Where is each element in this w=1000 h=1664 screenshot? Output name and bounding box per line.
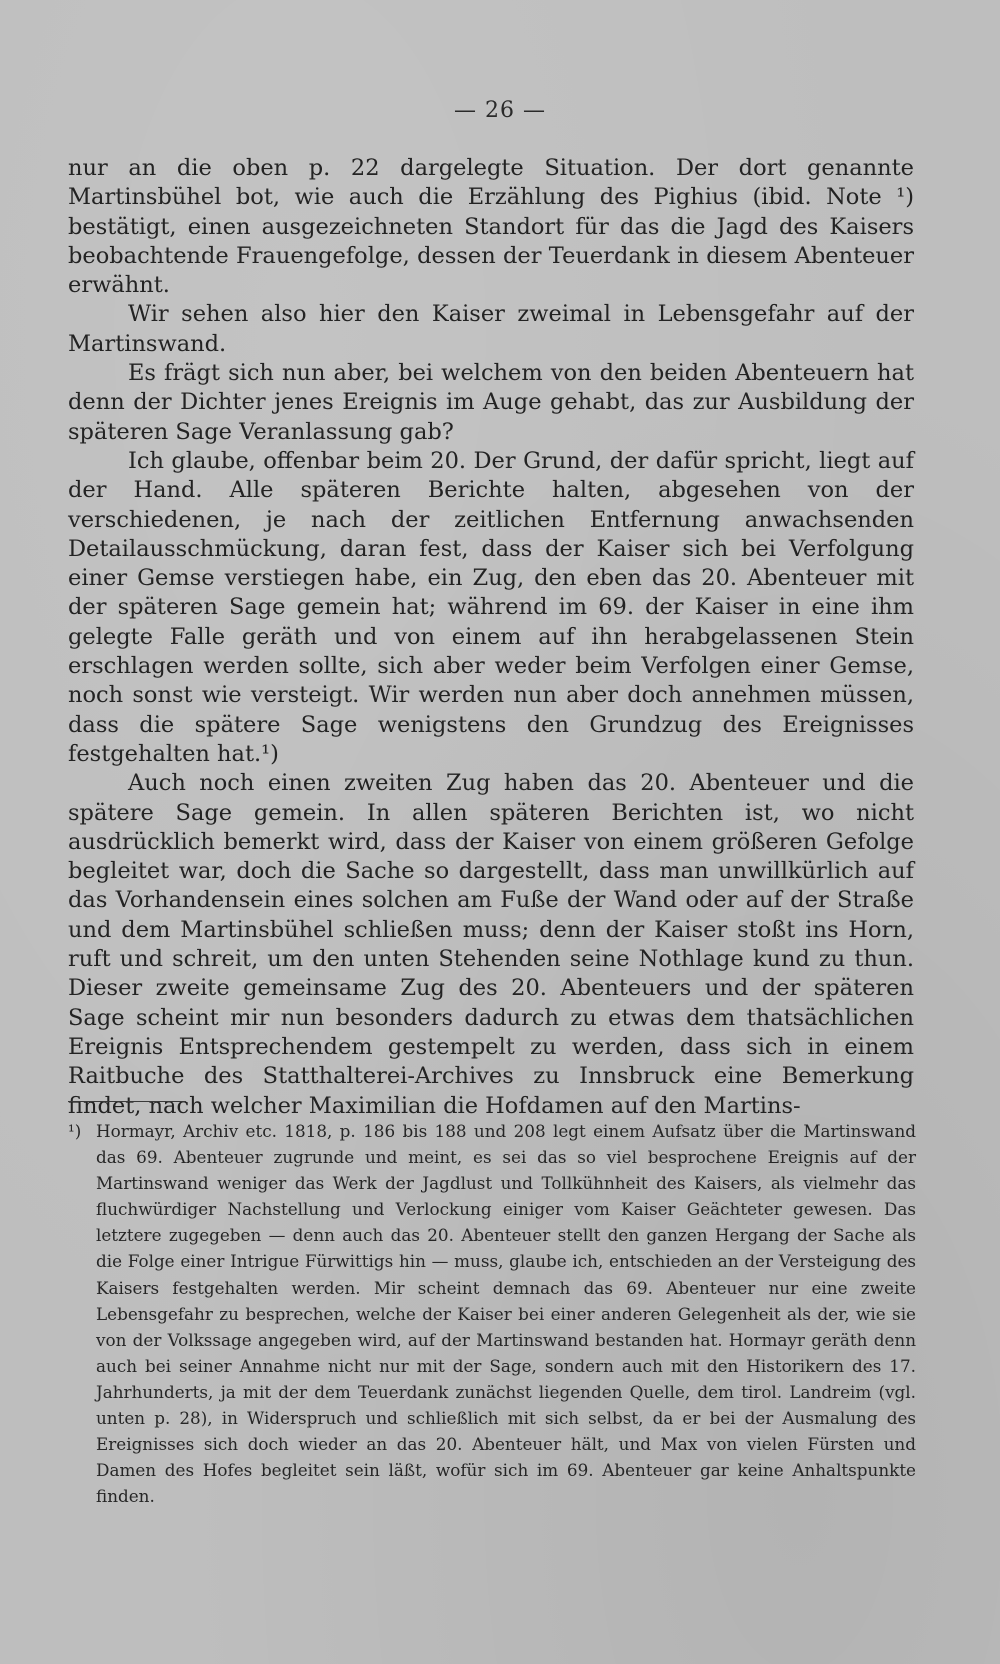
footnote-marker: ¹) (68, 1121, 82, 1141)
paragraph-2: Wir sehen also hier den Kaiser zweimal in Lebensgefahr auf der Martinswand. (68, 301, 914, 357)
paragraph-1: nur an die oben p. 22 dargelegte Situation. Der dort genannte Martinsbühel bot, wie auch die Erzählung des Pighius (ibid. Note ¹) bestätigt, einen ausgezeichneten Standort für das die Jagd des Kaisers beobachtende Frauengefolge, dessen der Teuerdank in diesem Abenteuer erwähnt. (68, 155, 914, 299)
main-text-body (68, 154, 914, 1121)
footnote (68, 1118, 916, 1509)
page-number: — 26 — (454, 98, 546, 123)
footnote-text: Hormayr, Archiv etc. 1818, p. 186 bis 188 und 208 legt einem Aufsatz über die Martinswand das 69. Abenteuer zugrunde und meint, es sei das so viel besprochene Ereignis auf der Martinswand weniger das Werk der Jagdlust und Tollkühnheit des Kaisers, als vielmehr das fluchwürdiger Nachstellung und Verlockung einiger vom Kaiser Geächteter gewesen. Das letztere zugegeben — denn auch das 20. Abenteuer stellt den ganzen Hergang der Sache als die Folge einer Intrigue Fürwittigs hin — muss, glaube ich, entschieden an der Versteigung des Kaisers festgehalten werden. Mir scheint demnach das 69. Abenteuer nur eine zweite Lebensgefahr zu besprechen, welche der Kaiser bei einer anderen Gelegenheit als der, wie sie von der Volkssage angegeben wird, auf der Martinswand bestanden hat. Hormayr geräth denn auch bei seiner Annahme nicht nur mit der Sage, sondern auch mit den Historikern des 17. Jahrhunderts, ja mit der dem Teuerdank zunächst liegenden Quelle, dem tirol. Landreim (vgl. unten p. 28), in Widerspruch und schließlich mit sich selbst, da er bei der Ausmalung des Ereignisses sich doch wieder an das 20. Abenteuer hält, und Max von vielen Fürsten und Damen des Hofes begleitet sein läßt, wofür sich im 69. Abenteuer gar keine Anhaltspunkte finden. (96, 1121, 916, 1507)
paragraph-3: Es frägt sich nun aber, bei welchem von den beiden Abenteuern hat denn der Dichter jenes Ereignis im Auge gehabt, das zur Ausbildung der späteren Sage Veranlassung gab? (68, 360, 914, 445)
paragraph-5: Auch noch einen zweiten Zug haben das 20. Abenteuer und die spätere Sage gemein. In allen späteren Berichten ist, wo nicht ausdrücklich bemerkt wird, dass der Kaiser von einem größeren Gefolge begleitet war, doch die Sache so dargestellt, dass man unwillkürlich auf das Vorhandensein eines solchen am Fuße der Wand oder auf der Straße und dem Martinsbühel schließen muss; denn der Kaiser stoßt ins Horn, ruft und schreit, um den unten Stehenden seine Nothlage kund zu thun. Dieser zweite gemeinsame Zug des 20. Abenteuers und der späteren Sage scheint mir nun besonders dadurch zu etwas dem thatsächlichen Ereignis Entsprechendem gestempelt zu werden, dass sich in einem Raitbuche des Statthalterei-Archives zu Innsbruck eine Bemerkung findet, nach welcher Maximilian die Hofdamen auf den Martins- (68, 770, 914, 1119)
footnote-divider (68, 1101, 186, 1102)
paragraph-4: Ich glaube, offenbar beim 20. Der Grund, der dafür spricht, liegt auf der Hand. Alle späteren Berichte halten, abgesehen von der verschiedenen, je nach der zeitlichen Entfernung anwachsenden Detailausschmückung, daran fest, dass der Kaiser sich bei Verfolgung einer Gemse verstiegen habe, ein Zug, den eben das 20. Abenteuer mit der späteren Sage gemein hat; während im 69. der Kaiser in eine ihm gelegte Falle geräth und von einem auf ihn herabgelassenen Stein erschlagen werden sollte, sich aber weder beim Verfolgen einer Gemse, noch sonst wie versteigt. Wir werden nun aber doch annehmen müssen, dass die spätere Sage wenigstens den Grundzug des Ereignisses festgehalten hat.¹) (68, 447, 914, 767)
